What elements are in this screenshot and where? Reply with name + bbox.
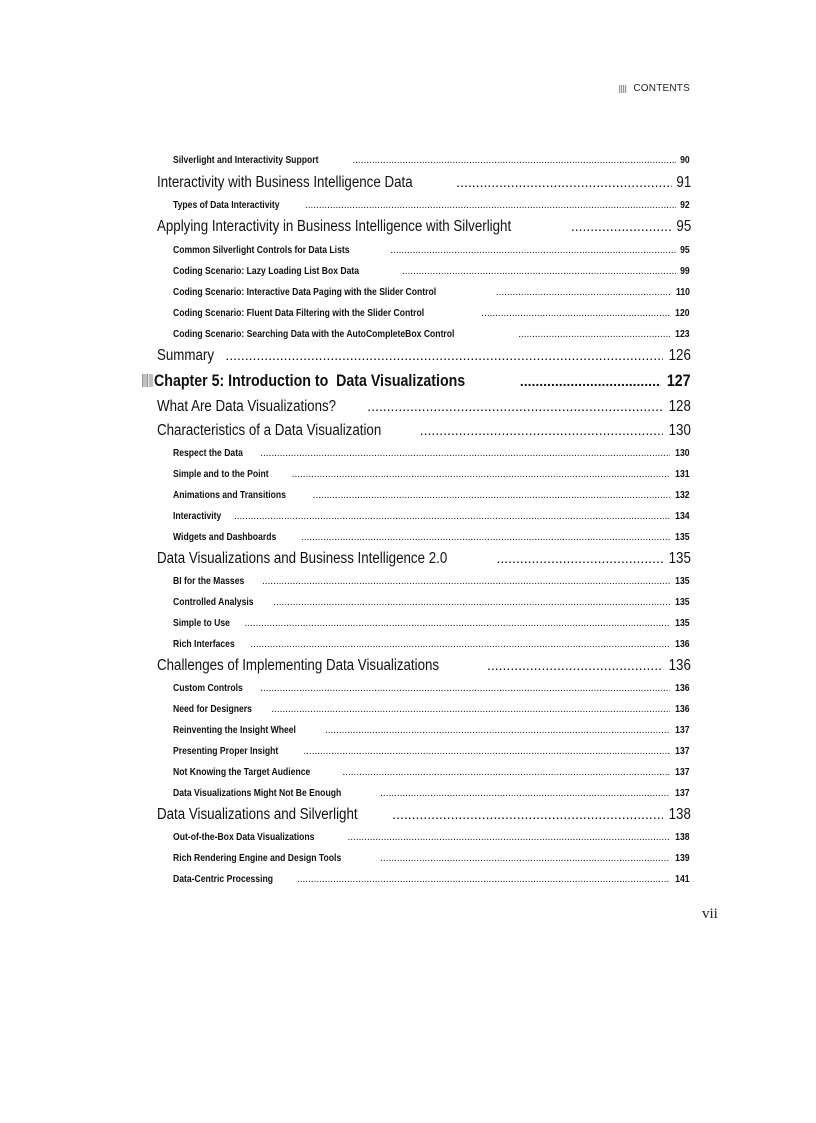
toc-entry[interactable] — [157, 218, 691, 236]
toc-entry-page: 95 — [680, 244, 690, 256]
toc-entry-title: Widgets and Dashboards — [173, 531, 277, 543]
toc-entry[interactable] — [173, 244, 690, 256]
toc-entry-title: Challenges of Implementing Data Visualizations — [157, 657, 440, 674]
toc-entry-page: 126 — [668, 347, 691, 364]
toc-entry-title: Need for Designers — [173, 703, 252, 715]
toc-entry-page: 120 — [675, 307, 690, 319]
toc-entry-title: Summary — [157, 347, 215, 364]
toc-entry[interactable] — [173, 575, 690, 587]
toc-entry[interactable] — [157, 806, 691, 824]
leader-dots — [305, 200, 676, 211]
toc-entry-page: 137 — [675, 745, 690, 757]
toc-entry-title: Animations and Transitions — [173, 489, 286, 501]
toc-entry-title: Out-of-the-Box Data Visualizations — [173, 831, 315, 843]
toc-entry[interactable] — [173, 873, 690, 885]
toc-entry[interactable] — [157, 347, 691, 365]
leader-dots — [292, 469, 671, 480]
chapter-title: Chapter 5: Introduction to Data Visualizations — [154, 372, 466, 390]
toc-entry[interactable] — [173, 596, 690, 608]
toc-entry[interactable] — [173, 265, 690, 277]
chapter-marker-icon — [142, 374, 153, 387]
toc-entry-title: Data Visualizations Might Not Be Enough — [173, 787, 342, 799]
toc-entry-title: Custom Controls — [173, 682, 243, 694]
toc-entry-title: BI for the Masses — [173, 575, 245, 587]
toc-entry-title: Interactivity — [173, 510, 222, 522]
toc-entry[interactable] — [173, 682, 690, 694]
leader-dots — [225, 347, 663, 363]
toc-entry[interactable] — [173, 510, 690, 522]
toc-entry-page: 137 — [675, 724, 690, 736]
toc-entry-page: 136 — [668, 657, 691, 674]
toc-chapter-entry[interactable] — [142, 372, 691, 391]
header-marker-icon — [619, 85, 627, 93]
leader-dots — [390, 245, 676, 256]
leader-dots — [234, 511, 671, 522]
toc-entry-title: Coding Scenario: Fluent Data Filtering with the Slider Control — [173, 307, 425, 319]
leader-dots — [250, 639, 670, 650]
toc-entry-page: 90 — [680, 154, 690, 166]
leader-dots — [520, 373, 662, 389]
toc-entry-page: 135 — [675, 617, 690, 629]
toc-entry-page: 99 — [680, 265, 690, 277]
toc-entry-page: 134 — [675, 510, 690, 522]
leader-dots — [481, 308, 670, 319]
leader-dots — [325, 725, 671, 736]
toc-entry-title: Rich Rendering Engine and Design Tools — [173, 852, 342, 864]
toc-entry-page: 135 — [675, 596, 690, 608]
leader-dots — [518, 329, 670, 340]
page-number: vii — [702, 906, 718, 922]
toc-entry-title: Simple to Use — [173, 617, 230, 629]
toc-entry[interactable] — [173, 766, 690, 778]
toc-entry-page: 136 — [675, 703, 690, 715]
leader-dots — [271, 704, 670, 715]
toc-entry-title: Silverlight and Interactivity Support — [173, 154, 319, 166]
toc-entry-page: 135 — [675, 575, 690, 587]
leader-dots — [260, 448, 670, 459]
toc-entry-page: 130 — [675, 447, 690, 459]
toc-entry-title: Data-Centric Processing — [173, 873, 274, 885]
leader-dots — [348, 832, 671, 843]
toc-entry[interactable] — [157, 398, 691, 416]
toc-entry[interactable] — [173, 745, 690, 757]
leader-dots — [352, 155, 676, 166]
toc-entry[interactable] — [173, 724, 690, 736]
toc-entry[interactable] — [173, 286, 690, 298]
toc-entry-page: 138 — [675, 831, 690, 843]
toc-entry[interactable] — [157, 174, 691, 192]
leader-dots — [496, 550, 663, 566]
leader-dots — [392, 806, 663, 822]
toc-entry-title: Reinventing the Insight Wheel — [173, 724, 296, 736]
toc-entry[interactable] — [173, 489, 690, 501]
toc-entry[interactable] — [173, 531, 690, 543]
toc-entry-title: Characteristics of a Data Visualization — [157, 422, 382, 439]
toc-entry-page: 123 — [675, 328, 690, 340]
toc-entry-title: What Are Data Visualizations? — [157, 398, 337, 415]
toc-entry[interactable] — [173, 703, 690, 715]
toc-entry-title: Data Visualizations and Business Intelligence 2.0 — [157, 550, 448, 567]
toc-entry[interactable] — [173, 307, 690, 319]
toc-entry-title: Controlled Analysis — [173, 596, 254, 608]
leader-dots — [380, 853, 670, 864]
toc-entry-title: Presenting Proper Insight — [173, 745, 279, 757]
toc-entry-page: 136 — [675, 638, 690, 650]
toc-entry-title: Applying Interactivity in Business Intelligence with Silverlight — [157, 218, 512, 235]
toc-entry-page: 135 — [675, 531, 690, 543]
toc-entry[interactable] — [173, 468, 690, 480]
toc-entry-page: 110 — [676, 286, 690, 298]
toc-entry-title — [142, 372, 465, 391]
toc-entry-title: Types of Data Interactivity — [173, 199, 280, 211]
toc-entry-page: 91 — [676, 174, 691, 191]
toc-entry-page: 136 — [675, 682, 690, 694]
toc-entry-title: Not Knowing the Target Audience — [173, 766, 311, 778]
leader-dots — [367, 398, 663, 414]
running-header — [619, 83, 690, 94]
toc-entry-title: Coding Scenario: Interactive Data Paging with the Slider Control — [173, 286, 437, 298]
toc-entry-title: Rich Interfaces — [173, 638, 235, 650]
toc-entry-page: 131 — [675, 468, 690, 480]
toc-entry[interactable] — [173, 787, 690, 799]
leader-dots — [313, 490, 671, 501]
toc-entry[interactable] — [173, 154, 690, 166]
toc-entry-page: 141 — [675, 873, 690, 885]
toc-entry[interactable] — [173, 852, 690, 864]
toc-entry-page: 135 — [668, 550, 691, 567]
toc-entry-page: 139 — [675, 852, 690, 864]
toc-entry-title: Coding Scenario: Lazy Loading List Box Data — [173, 265, 360, 277]
toc-entry-page: 92 — [680, 199, 690, 211]
leader-dots — [456, 174, 672, 190]
leader-dots — [571, 218, 672, 234]
leader-dots — [402, 266, 676, 277]
leader-dots — [303, 746, 670, 757]
toc-entry-page: 138 — [668, 806, 691, 823]
toc-entry[interactable] — [173, 447, 690, 459]
toc-entry[interactable] — [173, 638, 690, 650]
leader-dots — [342, 767, 670, 778]
leader-dots — [301, 532, 671, 543]
toc-entry-title: Interactivity with Business Intelligence Data — [157, 174, 413, 191]
leader-dots — [297, 874, 671, 885]
toc-entry-page: 128 — [668, 398, 691, 415]
leader-dots — [262, 576, 671, 587]
leader-dots — [496, 287, 671, 298]
toc-entry[interactable] — [173, 617, 690, 629]
toc-entry[interactable] — [173, 831, 690, 843]
toc-entry-page: 137 — [675, 766, 690, 778]
toc-entry-title: Data Visualizations and Silverlight — [157, 806, 358, 823]
toc-entry-title: Coding Scenario: Searching Data with the AutoCompleteBox Control — [173, 328, 455, 340]
toc-entry[interactable] — [157, 657, 691, 675]
leader-dots — [273, 597, 670, 608]
toc-entry-page: 130 — [668, 422, 691, 439]
toc-entry-title: Common Silverlight Controls for Data Lists — [173, 244, 350, 256]
leader-dots — [380, 788, 670, 799]
toc-entry[interactable] — [157, 422, 691, 440]
toc-entry[interactable] — [173, 199, 690, 211]
toc-entry-title: Simple and to the Point — [173, 468, 269, 480]
toc-entry-title: Respect the Data — [173, 447, 243, 459]
leader-dots — [260, 683, 670, 694]
leader-dots — [487, 657, 663, 673]
toc-entry-page: 137 — [675, 787, 690, 799]
toc-entry[interactable] — [173, 328, 690, 340]
toc-entry-page: 132 — [675, 489, 690, 501]
toc-entry-page: 95 — [676, 218, 691, 235]
toc-entry[interactable] — [157, 550, 691, 568]
leader-dots — [244, 618, 670, 629]
header-label: CONTENTS — [633, 83, 690, 94]
toc-entry-page: 127 — [667, 372, 691, 390]
leader-dots — [420, 422, 663, 438]
